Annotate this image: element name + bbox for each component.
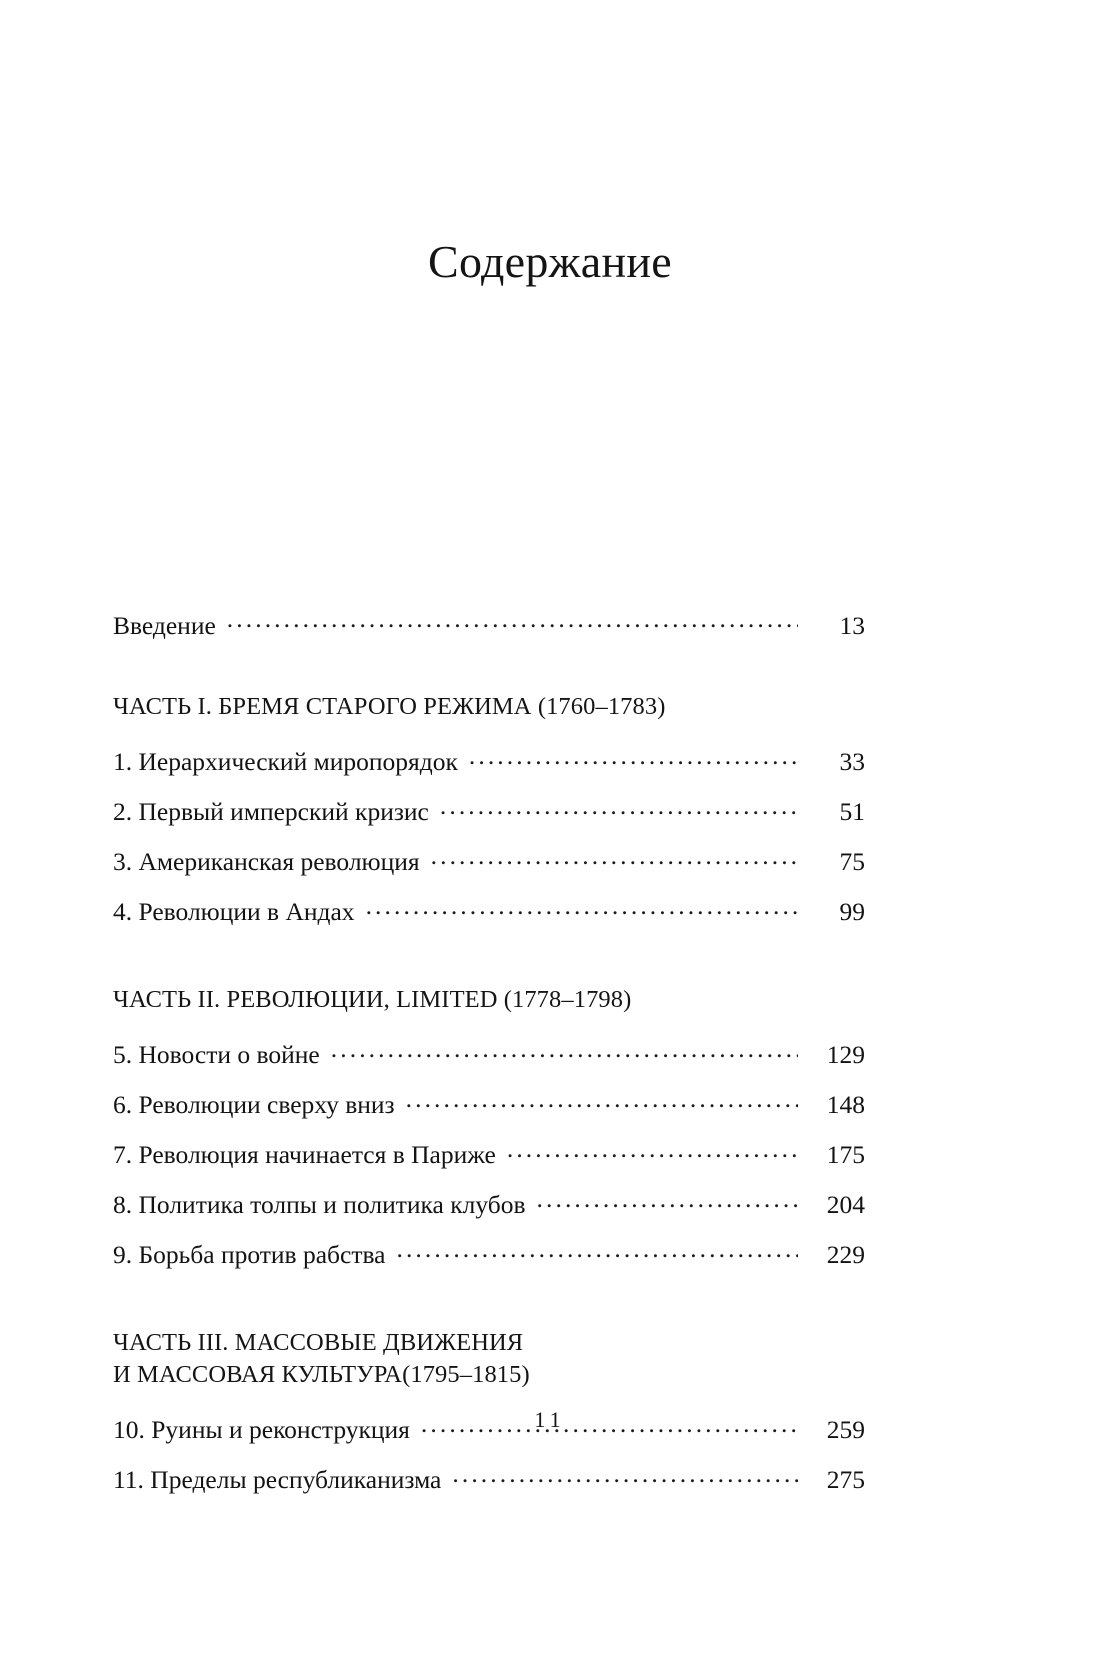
toc-entry-chapter-11[interactable] <box>113 1462 865 1492</box>
spacer <box>113 875 865 895</box>
toc-entry-label: 6. Революции сверху вниз <box>113 1090 395 1120</box>
toc-entry-chapter-7[interactable] <box>113 1138 865 1168</box>
dot-leader <box>469 745 798 771</box>
spacer <box>113 723 865 745</box>
dot-leader <box>331 1038 798 1064</box>
dot-leader <box>396 1238 798 1264</box>
toc-entry-label: 2. Первый имперский кризис <box>113 797 429 827</box>
dot-leader <box>227 608 798 634</box>
toc-entry-chapter-2[interactable] <box>113 795 865 825</box>
part-heading-line: И МАССОВАЯ КУЛЬТУРА(1795–1815) <box>113 1360 530 1388</box>
toc-entry-label: 8. Политика толпы и политика клубов <box>113 1190 526 1220</box>
spacer <box>113 825 865 845</box>
toc-entry-label: 10. Руины и реконструкция <box>113 1414 410 1444</box>
dot-leader <box>431 845 798 871</box>
spacer <box>113 1442 865 1462</box>
toc-entry-label: 9. Борьба против рабства <box>113 1240 386 1270</box>
spacer <box>113 775 865 795</box>
spacer <box>113 1016 865 1038</box>
toc-entry-label: Введение <box>113 610 216 640</box>
toc-entry-page: 99 <box>839 897 865 927</box>
toc-entry-label: 1. Иерархический миропорядок <box>113 747 458 777</box>
toc-entry-chapter-1[interactable] <box>113 745 865 775</box>
part-heading-line: ЧАСТЬ II. РЕВОЛЮЦИИ, LIMITED (1778–1798) <box>113 985 632 1013</box>
dot-leader <box>406 1088 798 1114</box>
spacer <box>113 1168 865 1188</box>
part-heading-line: ЧАСТЬ III. МАССОВЫЕ ДВИЖЕНИЯ <box>113 1328 524 1356</box>
part-heading-3 <box>113 1327 865 1391</box>
toc-entry-chapter-4[interactable] <box>113 895 865 925</box>
part-heading-1 <box>113 691 865 723</box>
toc-entry-chapter-3[interactable] <box>113 845 865 875</box>
toc-entry-page: 148 <box>826 1090 865 1120</box>
toc-entry-page: 204 <box>826 1190 865 1220</box>
spacer <box>113 925 865 984</box>
toc-list <box>113 608 865 1492</box>
toc-entry-label: 4. Революции в Андах <box>113 897 355 927</box>
spacer <box>113 1218 865 1238</box>
dot-leader <box>366 895 798 921</box>
dot-leader <box>537 1188 798 1214</box>
spacer <box>113 1268 865 1327</box>
toc-entry-page: 175 <box>826 1140 865 1170</box>
toc-entry-page: 75 <box>839 847 865 877</box>
spacer <box>113 1068 865 1088</box>
toc-entry-chapter-6[interactable] <box>113 1088 865 1118</box>
dot-leader <box>440 795 798 821</box>
dot-leader <box>507 1138 798 1164</box>
page-folio-number: 11 <box>534 1407 566 1432</box>
toc-entry-label: 5. Новости о войне <box>113 1040 320 1070</box>
toc-entry-page: 33 <box>839 747 865 777</box>
toc-entry-page: 129 <box>826 1040 865 1070</box>
toc-entry-page: 259 <box>826 1414 865 1444</box>
dot-leader <box>452 1462 798 1488</box>
toc-entry-page: 51 <box>839 797 865 827</box>
toc-entry-chapter-9[interactable] <box>113 1238 865 1268</box>
toc-entry-label: 7. Революция начинается в Париже <box>113 1140 496 1170</box>
toc-entry-page: 229 <box>826 1240 865 1270</box>
toc-entry-page: 275 <box>826 1464 865 1494</box>
spacer <box>113 638 865 691</box>
toc-entry-introduction[interactable] <box>113 608 865 638</box>
toc-entry-page: 13 <box>839 610 865 640</box>
toc-entry-label: 3. Американская революция <box>113 847 420 877</box>
toc-entry-chapter-5[interactable] <box>113 1038 865 1068</box>
toc-entry-label: 11. Пределы республиканизма <box>113 1464 442 1494</box>
toc-entry-chapter-8[interactable] <box>113 1188 865 1218</box>
page-title: Содержание <box>427 236 673 287</box>
spacer <box>113 1118 865 1138</box>
part-heading-2 <box>113 984 865 1016</box>
part-heading-line: ЧАСТЬ I. БРЕМЯ СТАРОГО РЕЖИМА (1760–1783) <box>113 693 666 720</box>
